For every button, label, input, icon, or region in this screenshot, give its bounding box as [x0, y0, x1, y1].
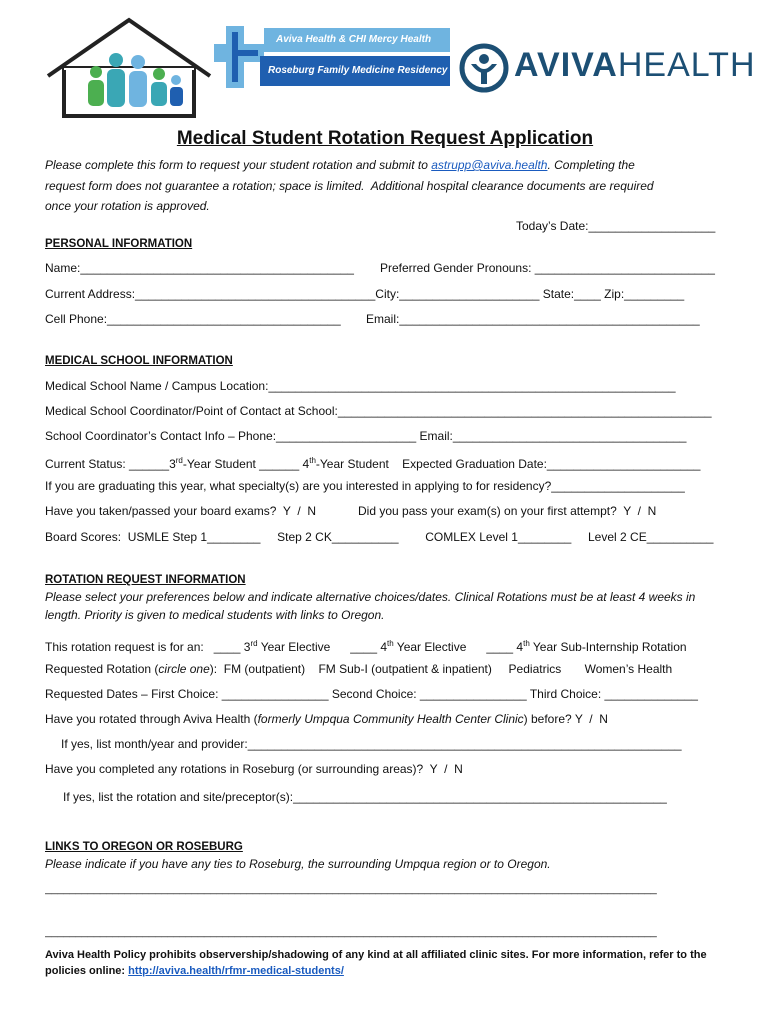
type-th1: th: [387, 639, 394, 648]
status-th: th: [309, 456, 316, 465]
intro-line2: request form does not guarantee a rotation; space is limited. Additional hospital clearance documents are required: [45, 179, 654, 193]
links-blank-line2[interactable]: ____________________________________________________________________________________________________: [45, 926, 657, 938]
coordinator-contact-field[interactable]: School Coordinator’s Contact Info – Phone:_____________________ Email:___________________________________: [45, 429, 687, 443]
board-exams-question[interactable]: Have you taken/passed your board exams? Y / N: [45, 504, 317, 518]
partner-banner: [264, 28, 450, 52]
residency-logo: [212, 22, 452, 92]
requested-rotation-field[interactable]: [45, 662, 672, 676]
policy-line1: Aviva Health Policy prohibits observership/shadowing of any kind at all affiliated clinic sites. For more information, refer to the: [45, 949, 707, 961]
intro-line3: once your rotation is approved.: [45, 199, 210, 213]
partner-line2: Roseburg Family Medicine Residency: [268, 65, 448, 76]
type-suffix: Year Sub-Internship Rotation: [529, 640, 687, 654]
requested-options: ): FM (outpatient) FM Sub-I (outpatient & inpatient) Pediatrics Women’s Health: [209, 662, 673, 676]
rotation-desc-line2: length. Priority is given to medical students with links to Oregon.: [45, 608, 385, 622]
status-suffix: -Year Student Expected Graduation Date:_______________________: [315, 457, 701, 471]
status-rd: rd: [175, 456, 183, 465]
requested-label: Requested Rotation (: [45, 662, 159, 676]
page-title: Medical Student Rotation Request Application: [176, 128, 594, 149]
policy-url-link[interactable]: http://aviva.health/rfmr-medical-students/: [128, 965, 344, 977]
house-logo: [44, 16, 214, 120]
status-prefix: Current Status: ______3: [45, 457, 176, 471]
current-status-field[interactable]: [45, 454, 700, 471]
type-mid1: Year Elective ____ 4: [257, 640, 387, 654]
aviva-logo: [458, 40, 758, 96]
type-th2: th: [523, 639, 530, 648]
policy-prefix: policies online:: [45, 965, 129, 977]
board-scores-field[interactable]: Board Scores: USMLE Step 1________ Step 2 CK__________ COMLEX Level 1________ Level 2 CE__________: [45, 530, 714, 544]
provider-field[interactable]: If yes, list month/year and provider:_________________________________________________________________: [61, 737, 682, 751]
policy-note: [45, 947, 735, 979]
aviva-person-icon: [458, 42, 510, 94]
todays-date-field[interactable]: Today’s Date:___________________: [516, 219, 716, 233]
aviva-q-former-name: formerly Umpqua Community Health Center Clinic: [257, 712, 524, 726]
links-heading: LINKS TO OREGON OR ROSEBURG: [45, 841, 243, 853]
type-prefix: This rotation request is for an: ____ 3: [45, 640, 251, 654]
type-mid2: Year Elective ____ 4: [393, 640, 524, 654]
school-coordinator-field[interactable]: Medical School Coordinator/Point of Contact at School:________________________________________________________: [45, 404, 712, 418]
rotation-desc-line1: Please select your preferences below and indicate alternative choices/dates. Clinical Rotations must be at least 4 weeks in: [45, 590, 696, 604]
submit-email-link[interactable]: astrupp@aviva.health: [431, 158, 548, 172]
aviva-q-before: Have you rotated through Aviva Health (: [45, 712, 258, 726]
policy-line2: [45, 963, 735, 979]
family-house-icon: [44, 16, 214, 120]
school-name-field[interactable]: Medical School Name / Campus Location:_____________________________________________________________: [45, 379, 676, 393]
aviva-light: HEALTH: [617, 46, 756, 84]
type-rd: rd: [250, 639, 258, 648]
rotation-heading: ROTATION REQUEST INFORMATION: [45, 574, 246, 586]
links-desc: Please indicate if you have any ties to Roseburg, the surrounding Umpqua region or to Oregon.: [45, 857, 551, 871]
aviva-bold: AVIVA: [514, 46, 618, 84]
address-field[interactable]: Current Address:____________________________________City:_____________________ State:____ Zip:_________: [45, 287, 685, 301]
aviva-rotation-question[interactable]: [45, 712, 608, 726]
rotation-type-field[interactable]: [45, 637, 687, 654]
intro-text-after: . Completing the: [547, 158, 635, 172]
aviva-q-after: ) before? Y / N: [523, 712, 608, 726]
requested-dates-field[interactable]: Requested Dates – First Choice: ________________ Second Choice: ________________ Third Choice: ______________: [45, 687, 698, 701]
specialty-field[interactable]: If you are graduating this year, what specialty(s) are you interested in applying to for residency?____________________: [45, 479, 685, 493]
site-preceptor-field[interactable]: If yes, list the rotation and site/preceptor(s):________________________________________________________: [63, 790, 667, 804]
school-heading: MEDICAL SCHOOL INFORMATION: [45, 355, 233, 367]
intro-text: Please complete this form to request your student rotation and submit to: [45, 158, 432, 172]
cell-phone-field[interactable]: Cell Phone:___________________________________: [45, 312, 341, 326]
first-attempt-question[interactable]: Did you pass your exam(s) on your first attempt? Y / N: [358, 504, 657, 518]
email-field[interactable]: Email:_____________________________________________: [366, 312, 700, 326]
links-blank-line1[interactable]: ____________________________________________________________________________________________________: [45, 883, 657, 895]
residency-banner: [260, 56, 450, 86]
name-field[interactable]: Name:_________________________________________: [45, 261, 354, 275]
roseburg-question[interactable]: Have you completed any rotations in Roseburg (or surrounding areas)? Y / N: [45, 762, 463, 776]
pronouns-field[interactable]: Preferred Gender Pronouns: ___________________________: [380, 261, 715, 275]
aviva-wordmark: [514, 46, 756, 85]
circle-one-text: circle one: [158, 662, 210, 676]
partner-line1: Aviva Health & CHI Mercy Health: [276, 34, 432, 45]
intro-line1: [45, 158, 635, 172]
personal-heading: PERSONAL INFORMATION: [45, 238, 193, 250]
status-mid: -Year Student ______ 4: [182, 457, 310, 471]
